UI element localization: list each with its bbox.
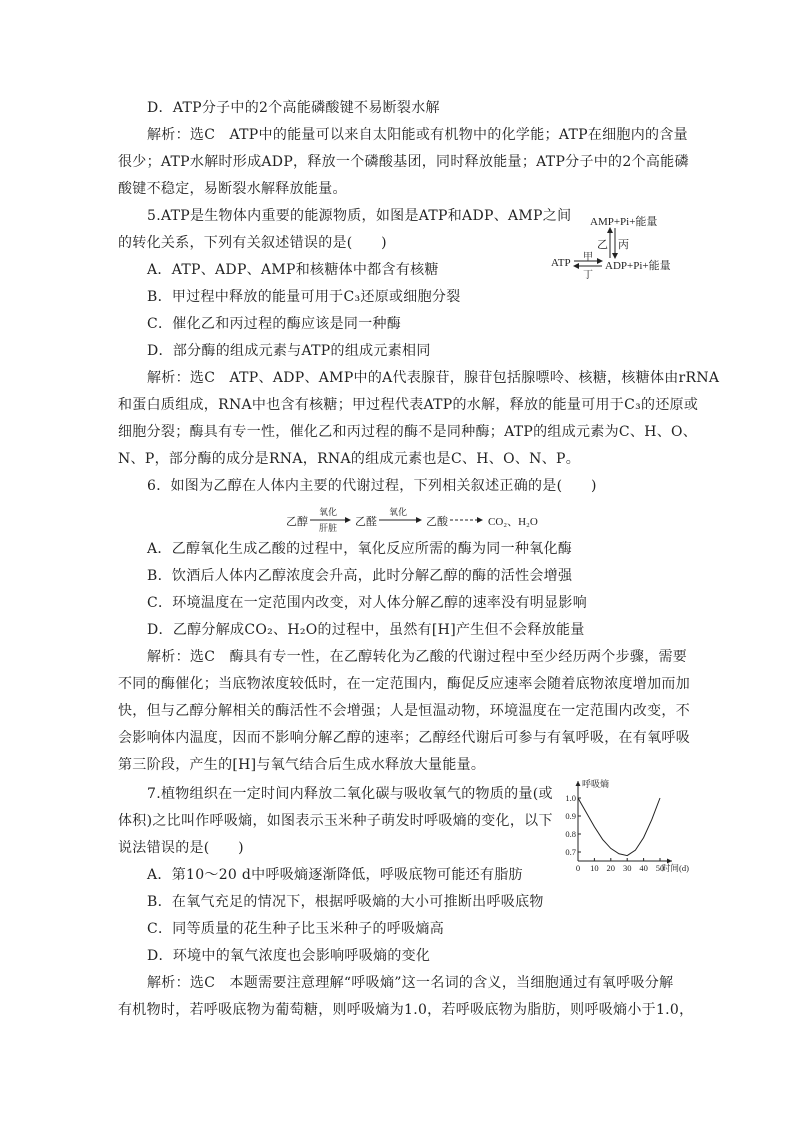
x-axis-label: 时间(d) [662,863,689,873]
y-axis-arrow [576,781,581,786]
x-tick-label: 30 [622,863,632,873]
analysis-line: 第三阶段，产生的[H]与氧气结合后生成水释放大量能量。 [118,757,486,773]
y-axis-label: 呼吸熵 [582,779,610,789]
jia-label: 甲 [583,252,593,263]
question-7-stem: 7.植物组织在一定时间内释放二氧化碳与吸收氧气的物质的量(或 [147,786,553,802]
question-7-stem: 体积)之比叫作呼吸熵，如图表示玉米种子萌发时呼吸熵的变化，以下 [118,813,553,829]
analysis-line: 会影响体内温度，因而不影响分解乙醇的速率；乙醇经代谢后可参与有氧呼吸，在有氧呼吸 [118,730,690,746]
option-b: B．甲过程中释放的能量可用于C₃还原或细胞分裂 [147,289,461,305]
analysis-line: 解析：选C ATP、ADP、AMP中的A代表腺苷，腺苷包括腺嘌呤、核糖，核糖体由rRNA [147,370,720,386]
y-tick-label: 1.0 [565,793,576,803]
rq-curve [578,798,660,856]
analysis-line: 细胞分裂；酶具有专一性，催化乙和丙过程的酶不是同种酶；ATP的组成元素为C、H、O、 [118,424,698,440]
x-tick-label: 20 [606,863,616,873]
option-b: B．饮酒后人体内乙醇浓度会升高，此时分解乙醇的酶的活性会增强 [147,568,573,584]
liver-label: 肝脏 [319,523,338,533]
option-5d-prev: D．ATP分子中的2个高能磷酸键不易断裂水解 [147,100,440,116]
question-5-stem: 5.ATP是生物体内重要的能源物质，如图是ATP和ADP、AMP之间 [147,208,572,224]
atp-conversion-diagram [548,210,678,280]
oxidation-label: 氧化 [319,507,338,517]
respiratory-quotient-chart [560,778,700,878]
x-tick-label: 40 [639,863,648,873]
option-c: C．环境温度在一定范围内改变，对人体分解乙醇的速率没有明显影响 [147,595,588,611]
analysis-line: 酸键不稳定，易断裂水解释放能量。 [118,181,347,197]
chart-svg [560,778,700,878]
question-7-stem: 说法错误的是( ) [118,840,244,856]
yi-label: 乙 [597,239,608,251]
analysis-line: 有机物时，若呼吸底物为葡萄糖，则呼吸熵为1.0，若呼吸底物为脂肪，则呼吸熵小于1.0， [118,1002,694,1018]
analysis-line: 解析：选C ATP中的能量可以来自太阳能或有机物中的化学能；ATP在细胞内的含量 [147,127,688,143]
atp-label: ATP [551,257,571,269]
analysis-line: 和蛋白质组成，RNA中也含有核糖；甲过程代表ATP的水解，释放的能量可用于C₃的还原或 [118,397,699,413]
y-tick-label: 0.9 [565,811,576,821]
analysis-line: 解析：选C 本题需要注意理解“呼吸熵”这一名词的含义，当细胞通过有氧呼吸分解 [147,975,674,991]
ding-label: 丁 [583,270,593,281]
y-tick-label: 0.7 [565,847,576,857]
option-c: C．催化乙和丙过程的酶应该是同一种酶 [147,316,402,332]
analysis-line: 解析：选C 酶具有专一性，在乙醇转化为乙酸的代谢过程中至少经历两个步骤，需要 [147,649,688,665]
option-d: D．乙醇分解成CO₂、H₂O的过程中，虽然有[H]产生但不会释放能量 [147,622,585,638]
option-a: A．ATP、ADP、AMP和核糖体中都含有核糖 [147,262,439,278]
option-d: D．环境中的氧气浓度也会影响呼吸熵的变化 [147,948,431,964]
analysis-line: 不同的酶催化；当底物浓度较低时，在一定范围内，酶促反应速率会随着底物浓度增加而加 [118,676,690,692]
question-6-stem: 6．如图为乙醇在人体内主要的代谢过程，下列相关叙述正确的是( ) [147,478,597,494]
x-tick-label: 50 [655,863,665,873]
question-5-stem: 的转化关系，下列有关叙述错误的是( ) [118,235,387,251]
adp-label: ADP+Pi+能量 [605,260,671,272]
analysis-line: N、P，部分酶的成分是RNA，RNA的组成元素也是C、H、O、N、P。 [118,451,581,467]
option-a: A．第10～20 d中呼吸熵逐渐降低，呼吸底物可能还有脂肪 [147,867,523,883]
acetaldehyde-label: 乙醛 [355,516,377,528]
ethanol-label: 乙醇 [286,516,308,528]
analysis-line: 快，但与乙醇分解相关的酶活性不会增强；人是恒温动物，环境温度在一定范围内改变，不 [118,703,690,719]
option-c: C．同等质量的花生种子比玉米种子的呼吸熵高 [147,921,445,937]
y-tick-label: 0.8 [565,829,576,839]
acetic-acid-label: 乙酸 [426,516,448,528]
option-d: D．部分酶的组成元素与ATP的组成元素相同 [147,343,431,359]
x-tick-label: 0 [575,863,581,873]
bing-label: 丙 [618,239,629,251]
analysis-line: 很少；ATP水解时形成ADP，释放一个磷酸基团，同时释放能量；ATP分子中的2个高能磷 [118,154,689,170]
option-a: A．乙醇氧化生成乙酸的过程中，氧化反应所需的酶为同一种氧化酶 [147,541,573,557]
x-tick-label: 10 [590,863,599,873]
oxidation-label: 氧化 [389,507,408,517]
products-label: CO₂、H₂O [488,516,538,528]
option-b: B．在氧气充足的情况下，根据呼吸熵的大小可推断出呼吸底物 [147,894,544,910]
amp-label: AMP+Pi+能量 [590,216,658,228]
ethanol-metabolism-diagram [284,504,544,534]
